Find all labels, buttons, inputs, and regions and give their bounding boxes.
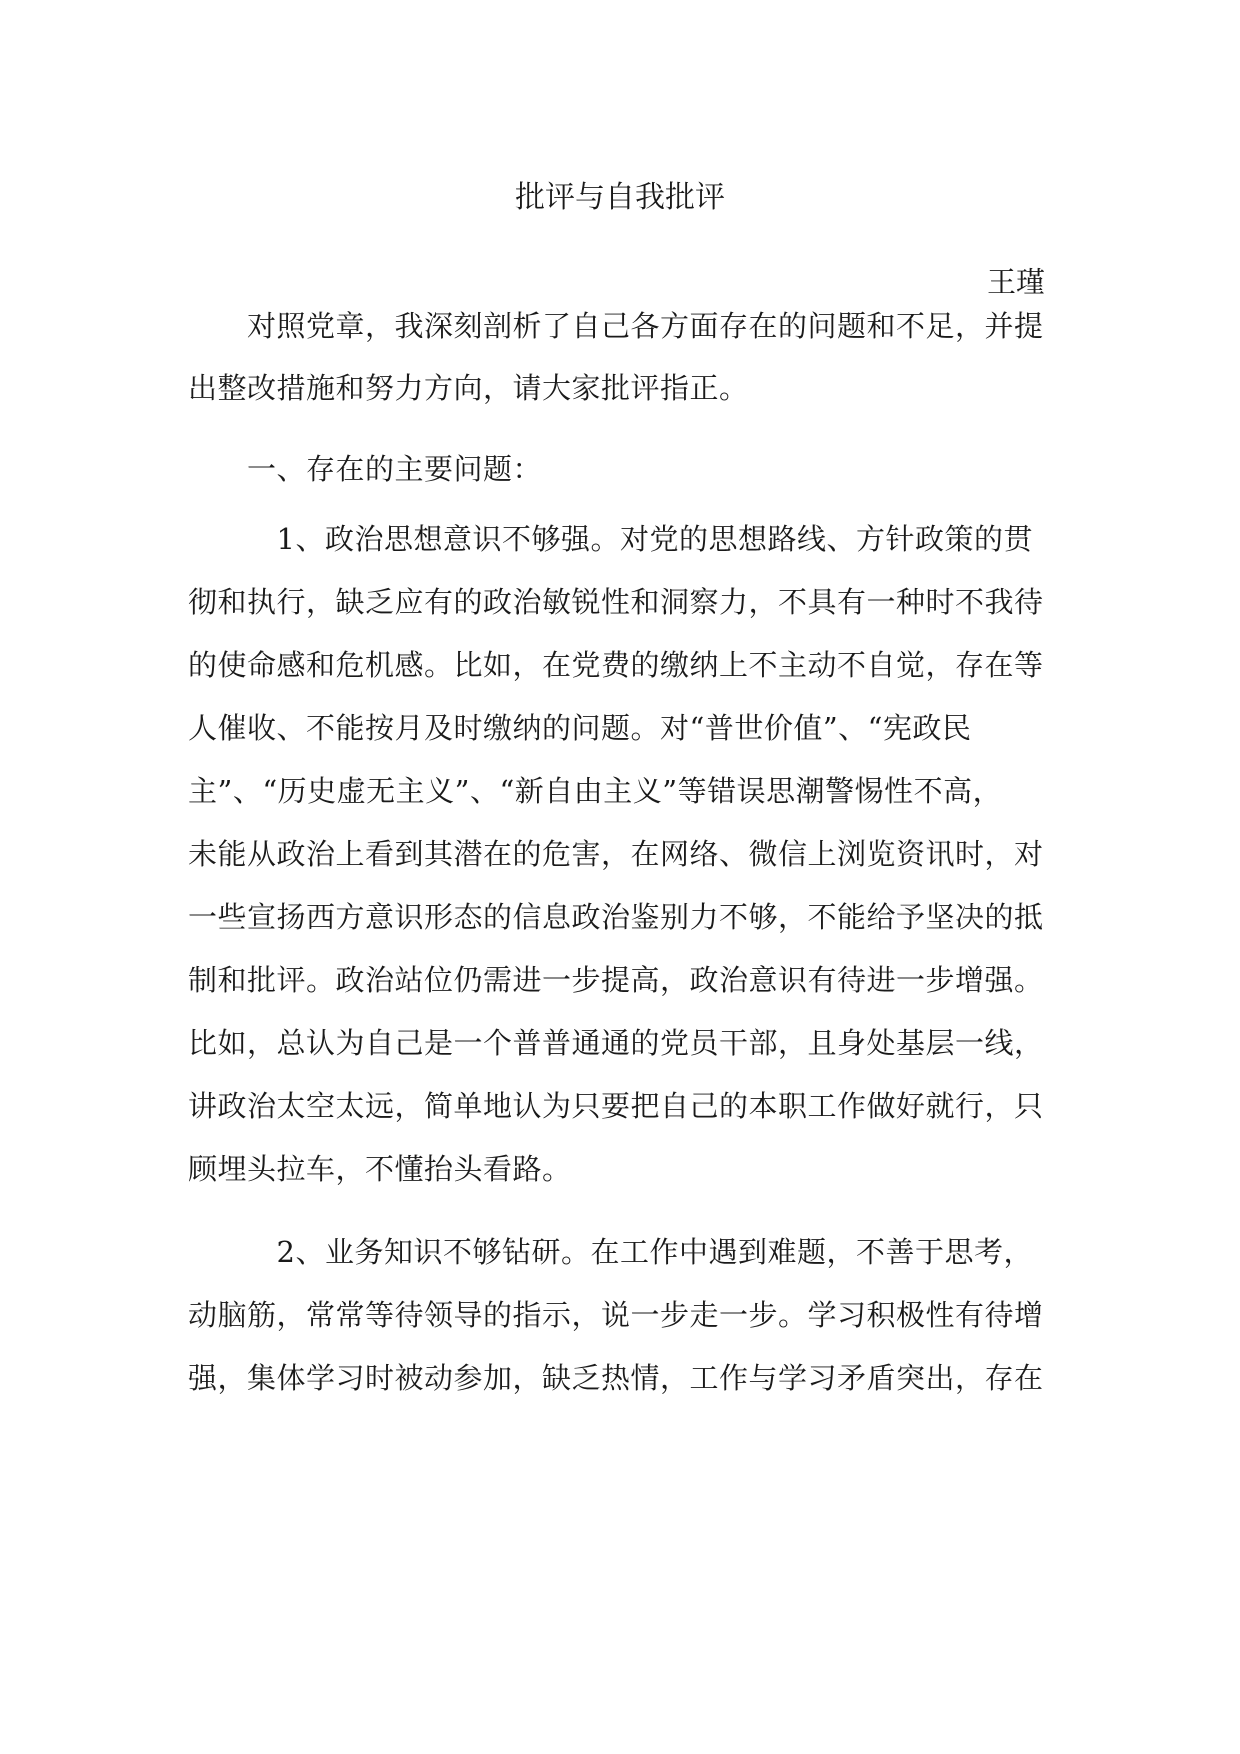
text-line: 未能从政治上看到其潜在的危害，在网络、微信上浏览资讯时，对 [188,837,1044,871]
document-author: 王瑾 [986,265,1045,299]
text-line: 彻和执行，缺乏应有的政治敏锐性和洞察力，不具有一种时不我待 [188,585,1044,619]
text-line: 比如，总认为自己是一个普普通通的党员干部，且身处基层一线， [188,1026,1044,1060]
text-line: 1、政治思想意识不够强。对党的思想路线、方针政策的贯 [188,522,1033,556]
text-line: 对照党章，我深刻剖析了自己各方面存在的问题和不足，并提 [188,309,1044,343]
text-line: 强，集体学习时被动参加，缺乏热情，工作与学习矛盾突出，存在 [188,1361,1044,1395]
section-heading: 一、存在的主要问题： [188,452,543,486]
text-line: 人催收、不能按月及时缴纳的问题。对“普世价值”、“宪政民 [188,711,972,745]
text-line: 动脑筋，常常等待领导的指示，说一步走一步。学习积极性有待增 [188,1298,1044,1332]
text-line: 2、业务知识不够钻研。在工作中遇到难题，不善于思考， [188,1235,1033,1269]
text-line: 主”、“历史虚无主义”、“新自由主义”等错误思潮警惕性不高， [188,774,1003,808]
text-line: 顾埋头拉车，不懂抬头看路。 [188,1152,572,1186]
text-line: 的使命感和危机感。比如，在党费的缴纳上不主动不自觉，存在等 [188,648,1044,682]
text-line: 一些宣扬西方意识形态的信息政治鉴别力不够，不能给予坚决的抵 [188,900,1044,934]
document-title: 批评与自我批评 [515,180,725,215]
text-line: 出整改措施和努力方向，请大家批评指正。 [188,371,749,405]
text-line: 讲政治太空太远，简单地认为只要把自己的本职工作做好就行，只 [188,1089,1044,1123]
text-line: 制和批评。政治站位仍需进一步提高，政治意识有待进一步增强。 [188,963,1044,997]
